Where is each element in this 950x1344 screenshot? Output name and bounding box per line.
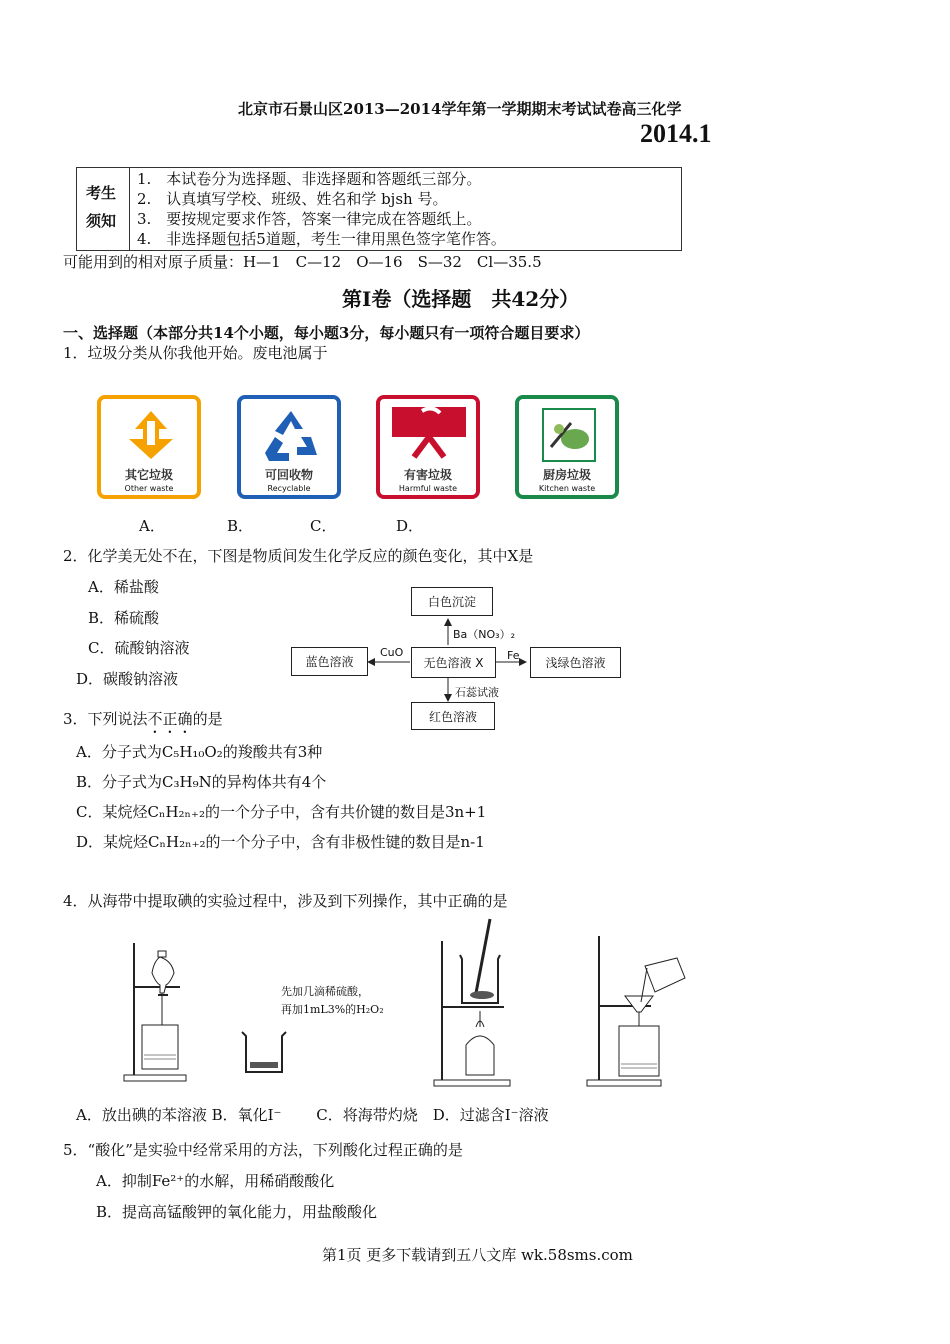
q3-option-d: D．某烷烃CₙH₂ₙ₊₂的一个分子中，含有非极性键的数目是n-1: [76, 833, 485, 851]
bin-en-label: Other waste: [124, 484, 174, 493]
q2-option-d: D．碳酸钠溶液: [76, 670, 179, 688]
q5-stem: 5．“酸化”是实验中经常采用的方法，下列酸化过程正确的是: [63, 1141, 463, 1159]
recycle-icon: [261, 407, 321, 463]
q2-option-b: B．稀硫酸: [88, 609, 160, 627]
q1-option-a: A．: [139, 517, 165, 535]
q5-option-a: A．抑制Fe²⁺的水解，用稀硝酸酸化: [96, 1172, 335, 1190]
q3-option-b: B．分子式为C₃H₉N的异构体共有4个: [76, 773, 327, 791]
bin-en-label: Kitchen waste: [538, 484, 596, 493]
notice-box: [76, 167, 682, 251]
notice-label-1: 考生: [86, 184, 117, 202]
q4-stem: 4．从海带中提取碘的实验过程中，涉及到下列操作，其中正确的是: [63, 892, 508, 910]
q2-stem: 2．化学美无处不在，下图是物质间发生化学反应的颜色变化，其中X是: [63, 547, 534, 565]
q3-stem-a: 3．下列说法: [63, 710, 148, 728]
q1-option-d: D．: [396, 517, 424, 535]
q3-stem-b: 的是: [192, 710, 223, 728]
other-waste-icon: [123, 407, 179, 463]
burning-apparatus-icon: [430, 915, 515, 1090]
q2-option-c: C．硫酸钠溶液: [88, 639, 190, 657]
q2-option-a: A．稀盐酸: [88, 578, 159, 596]
separatory-funnel-apparatus-icon: [120, 935, 190, 1085]
filtration-apparatus-icon: [585, 930, 690, 1090]
part-one-heading: 一、选择题（本部分共14个小题，每小题3分，每小题只有一项符合题目要求）: [63, 324, 590, 342]
bin-en-label: Recyclable: [267, 484, 311, 493]
bin-harmful-waste: [376, 395, 480, 499]
q1-option-c: C．: [310, 517, 337, 535]
colorless-solution-x: 无色溶液 X: [411, 647, 496, 678]
q3-stem-emphasis: 不正确: [147, 710, 193, 728]
reagent-barium-nitrate: Ba（NO₃）₂: [453, 628, 515, 641]
bin-kitchen-waste: [515, 395, 619, 499]
notice-label-cell: [77, 168, 130, 250]
bin-cn-label: 可回收物: [264, 468, 313, 482]
product-light-green-solution: 浅绿色溶液: [530, 647, 621, 678]
product-red-solution: 红色溶液: [411, 702, 495, 730]
q4-options: A．放出碘的苯溶液 B．氧化I⁻ C．将海带灼烧 D．过滤含I⁻溶液: [76, 1106, 549, 1124]
harmful-waste-icon: [392, 407, 466, 463]
product-blue-solution: 蓝色溶液: [291, 647, 368, 676]
atomic-masses: 可能用到的相对原子质量：H—1 C—12 O—16 S—32 Cl—35.5: [63, 253, 542, 271]
bin-other-waste: [97, 395, 201, 499]
bin-cn-label: 有害垃圾: [403, 468, 452, 482]
kitchen-waste-icon: [541, 407, 597, 463]
notice-item: 1. 本试卷分为选择题、非选择题和答题纸三部分。: [137, 170, 482, 188]
exam-date: 2014.1: [640, 119, 712, 148]
exam-title: 北京市石景山区2013—2014学年第一学期期末考试试卷高三化学: [238, 100, 682, 118]
q3-stem: [63, 709, 223, 737]
bin-en-label: Harmful waste: [398, 484, 458, 493]
bin-cn-label: 其它垃圾: [124, 468, 173, 482]
notice-item: 2. 认真填写学校、班级、姓名和学 bjsh 号。: [137, 190, 448, 208]
reagent-cuo: CuO: [380, 646, 404, 659]
bin-cn-label: 厨房垃圾: [542, 468, 591, 482]
section-title: 第Ⅰ卷（选择题 共42分）: [342, 287, 580, 311]
q4-note-line2: 再加1mL3%的H₂O₂: [281, 1003, 384, 1016]
product-white-precipitate: 白色沉淀: [411, 587, 493, 616]
reagent-fe: Fe: [507, 649, 520, 662]
q4-note-line1: 先加几滴稀硫酸，: [281, 985, 369, 998]
q5-option-b: B．提高高锰酸钾的氧化能力，用盐酸酸化: [96, 1203, 378, 1221]
q3-option-a: A．分子式为C₅H₁₀O₂的羧酸共有3种: [76, 743, 323, 761]
notice-label-2: 须知: [86, 212, 117, 230]
q3-option-c: C．某烷烃CₙH₂ₙ₊₂的一个分子中，含有共价键的数目是3n+1: [76, 803, 487, 821]
q1-option-b: B．: [227, 517, 254, 535]
beaker-icon: [238, 1028, 290, 1078]
notice-item: 3. 要按规定要求作答，答案一律完成在答题纸上。: [137, 210, 482, 228]
page-footer: 第1页 更多下载请到五八文库 wk.58sms.com: [322, 1246, 633, 1264]
reagent-litmus: 石蕊试液: [455, 686, 499, 699]
q1-stem: 1．垃圾分类从你我他开始。废电池属于: [63, 344, 328, 362]
bin-recyclable: [237, 395, 341, 499]
notice-item: 4. 非选择题包括5道题，考生一律用黑色签字笔作答。: [137, 230, 506, 248]
